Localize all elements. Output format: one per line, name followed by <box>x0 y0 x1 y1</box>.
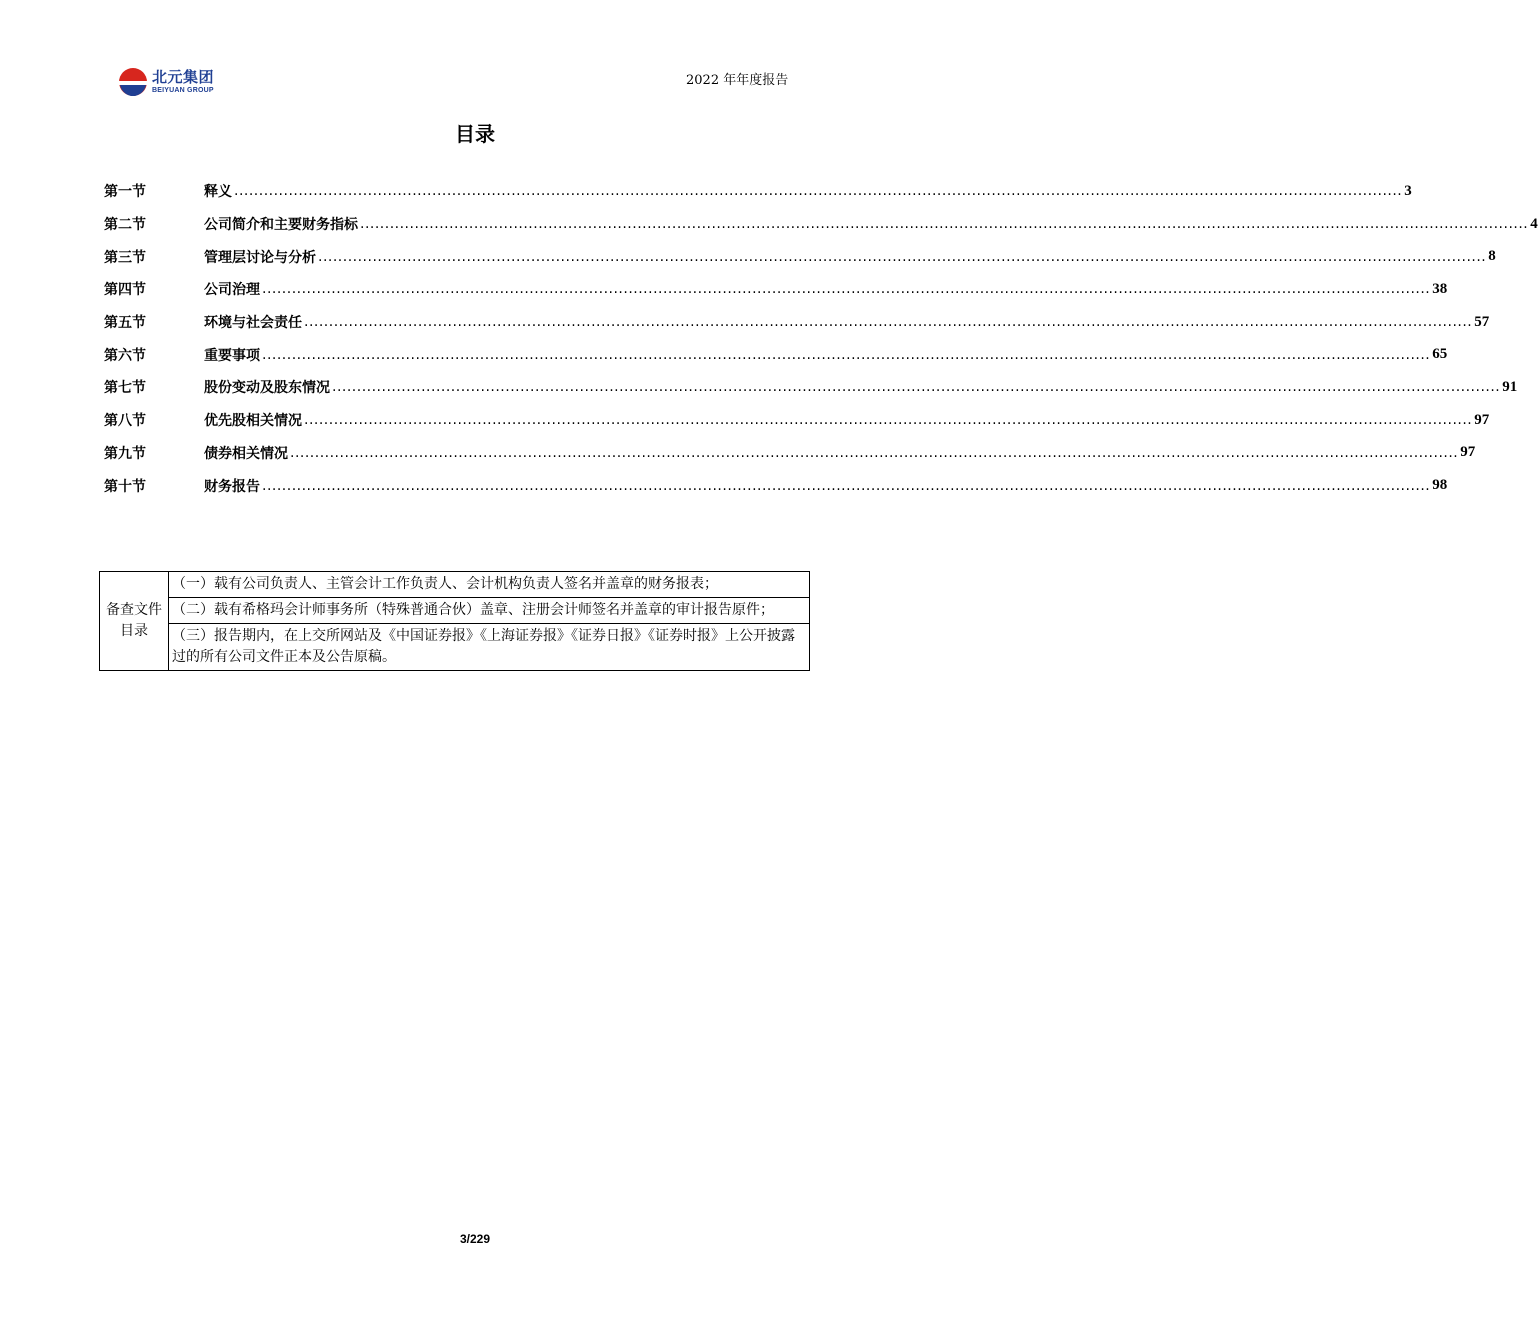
toc-row[interactable] <box>104 469 1448 502</box>
toc-section: 第一节 <box>104 184 146 201</box>
toc-row[interactable] <box>104 273 1448 306</box>
page-title: 目录 <box>455 122 495 146</box>
toc-leader: ............................................................................................................................................................................................................................................ <box>360 216 1529 233</box>
toc-row[interactable] <box>104 208 1538 241</box>
toc-leader: ............................................................................................................................................................................................................................................ <box>262 281 1431 298</box>
logo-en-text: BEIYUAN GROUP <box>152 87 214 94</box>
toc-page: 4 <box>1530 215 1538 232</box>
logo-cn-text: 北元集团 <box>152 68 215 86</box>
toc-row[interactable] <box>104 404 1490 437</box>
company-logo <box>118 66 214 98</box>
toc-section: 第七节 <box>104 380 146 397</box>
toc-page: 98 <box>1432 477 1448 494</box>
toc-row[interactable] <box>104 306 1490 339</box>
report-title: 2022 年年度报告 <box>686 73 789 88</box>
toc-leader: ............................................................................................................................................................................................................................................ <box>304 412 1473 429</box>
reference-docs-label: 备查文件目录 <box>100 572 169 671</box>
toc-name: 管理层讨论与分析 <box>204 249 316 266</box>
toc-page: 97 <box>1474 411 1490 428</box>
table-row <box>100 624 810 671</box>
toc-section: 第六节 <box>104 347 146 364</box>
toc-section: 第五节 <box>104 315 146 332</box>
toc-page: 38 <box>1432 280 1448 297</box>
toc-section: 第三节 <box>104 249 146 266</box>
toc-name: 释义 <box>204 184 232 201</box>
toc-row[interactable] <box>104 338 1448 371</box>
toc-leader: ............................................................................................................................................................................................................................................ <box>332 379 1501 396</box>
reference-documents-table <box>99 571 810 671</box>
toc-page: 3 <box>1404 182 1412 199</box>
table-row <box>100 572 810 598</box>
toc-section: 第四节 <box>104 282 146 299</box>
toc-leader: ............................................................................................................................................................................................................................................ <box>262 346 1431 363</box>
toc-leader: ............................................................................................................................................................................................................................................ <box>234 183 1403 200</box>
toc-section: 第十节 <box>104 478 146 495</box>
toc-row[interactable] <box>104 175 1412 208</box>
toc-section: 第九节 <box>104 445 146 462</box>
table-row <box>100 598 810 624</box>
toc-leader: ............................................................................................................................................................................................................................................ <box>318 248 1487 265</box>
toc-page: 57 <box>1474 313 1490 330</box>
toc-page: 8 <box>1488 248 1496 265</box>
toc-page: 97 <box>1460 444 1476 461</box>
toc-name: 公司简介和主要财务指标 <box>204 217 358 234</box>
reference-doc-item: （一）载有公司负责人、主管会计工作负责人、会计机构负责人签名并盖章的财务报表； <box>169 572 810 598</box>
reference-doc-item: （二）载有希格玛会计师事务所（特殊普通合伙）盖章、注册会计师签名并盖章的审计报告原件； <box>169 598 810 624</box>
toc-name: 财务报告 <box>204 478 260 495</box>
page-number: 3/229 <box>459 1232 491 1246</box>
toc-name: 重要事项 <box>204 347 260 364</box>
toc-leader: ............................................................................................................................................................................................................................................ <box>290 444 1459 461</box>
toc-leader: ............................................................................................................................................................................................................................................ <box>304 314 1473 331</box>
toc-section: 第二节 <box>104 217 146 234</box>
toc-name: 环境与社会责任 <box>204 315 302 332</box>
toc-name: 优先股相关情况 <box>204 413 302 430</box>
toc-name: 股份变动及股东情况 <box>204 380 330 397</box>
toc-name: 公司治理 <box>204 282 260 299</box>
toc-row[interactable] <box>104 240 1496 273</box>
table-of-contents <box>104 175 1538 502</box>
toc-page: 65 <box>1432 346 1448 363</box>
toc-page: 91 <box>1502 378 1518 395</box>
toc-leader: ............................................................................................................................................................................................................................................ <box>262 477 1431 494</box>
toc-row[interactable] <box>104 437 1476 470</box>
toc-row[interactable] <box>104 371 1518 404</box>
toc-section: 第八节 <box>104 413 146 430</box>
beiyuan-logo-icon <box>118 67 148 97</box>
reference-doc-item: （三）报告期内，在上交所网站及《中国证券报》《上海证券报》《证券日报》《证券时报》上公开披露过的所有公司文件正本及公告原稿。 <box>169 624 810 671</box>
toc-name: 债券相关情况 <box>204 445 288 462</box>
